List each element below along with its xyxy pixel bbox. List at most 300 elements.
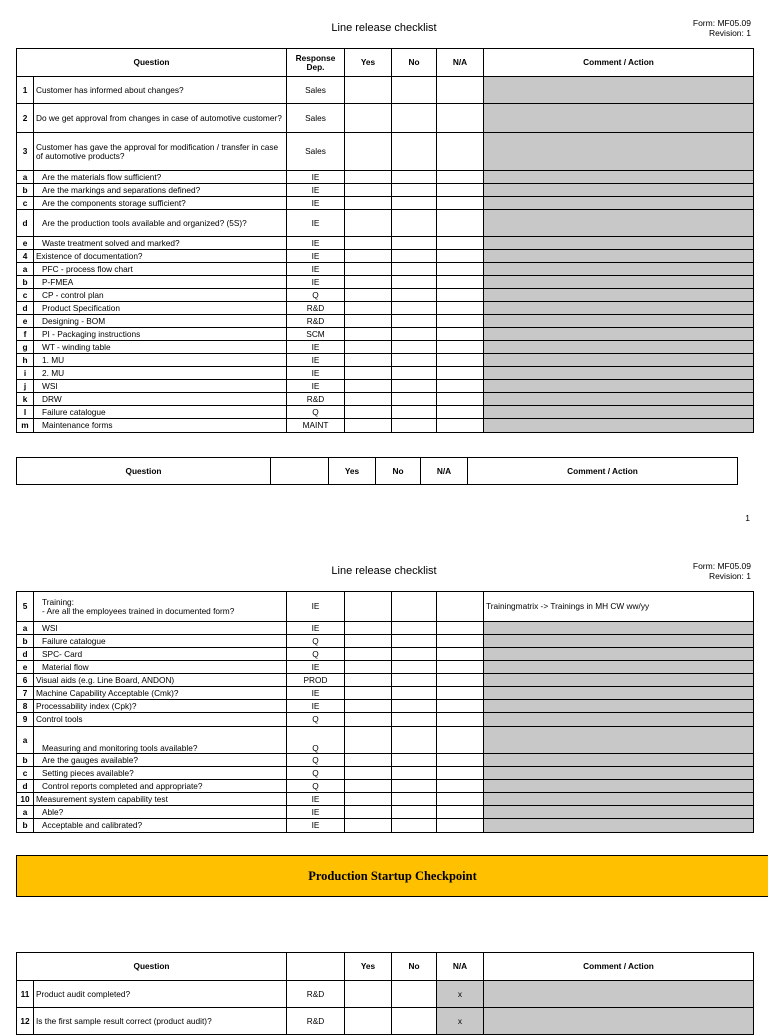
comment-cell[interactable]	[484, 133, 754, 171]
response-dep: R&D	[287, 1008, 345, 1035]
no-cell[interactable]	[392, 1008, 437, 1035]
question-text: Failure catalogue	[34, 635, 287, 648]
no-cell[interactable]	[392, 276, 437, 289]
na-header: N/A	[437, 953, 484, 981]
comment-cell[interactable]	[484, 197, 754, 210]
question-text: Control reports completed and appropriate?	[34, 780, 287, 793]
no-cell[interactable]	[392, 367, 437, 380]
na-cell[interactable]	[437, 727, 484, 754]
table-row	[17, 328, 754, 341]
row-number: 10	[17, 793, 34, 806]
na-cell[interactable]	[437, 263, 484, 276]
na-cell[interactable]	[437, 171, 484, 184]
row-number: e	[17, 661, 34, 674]
yes-cell[interactable]	[345, 767, 392, 780]
table-row	[17, 367, 754, 380]
row-number: l	[17, 406, 34, 419]
yes-cell[interactable]	[345, 289, 392, 302]
no-cell[interactable]	[392, 648, 437, 661]
no-header: No	[376, 458, 421, 485]
response-dep: IE	[287, 367, 345, 380]
yes-cell[interactable]	[345, 780, 392, 793]
na-cell[interactable]	[437, 393, 484, 406]
comment-cell[interactable]	[484, 419, 754, 433]
yes-cell[interactable]	[345, 700, 392, 713]
na-cell[interactable]	[437, 250, 484, 263]
table-row	[17, 727, 754, 754]
table-row	[17, 419, 754, 433]
question-text: Processability index (Cpk)?	[34, 700, 287, 713]
na-cell[interactable]	[437, 328, 484, 341]
yes-cell[interactable]	[345, 184, 392, 197]
response-dep-header	[287, 953, 345, 981]
table-row	[17, 661, 754, 674]
comment-cell[interactable]	[484, 171, 754, 184]
question-text: WSI	[34, 622, 287, 635]
comment-cell[interactable]	[484, 77, 754, 104]
table-row	[17, 687, 754, 700]
response-dep: IE	[287, 210, 345, 237]
na-cell[interactable]	[437, 77, 484, 104]
row-number: d	[17, 210, 34, 237]
comment-cell[interactable]	[484, 700, 754, 713]
yes-cell[interactable]	[345, 674, 392, 687]
row-number: c	[17, 289, 34, 302]
comment-cell[interactable]	[484, 727, 754, 754]
comment-cell[interactable]	[484, 1008, 754, 1035]
na-cell[interactable]	[437, 289, 484, 302]
table-header-row	[17, 49, 754, 77]
na-cell[interactable]	[437, 687, 484, 700]
row-number: 9	[17, 713, 34, 727]
table-row	[17, 133, 754, 171]
yes-cell[interactable]	[345, 328, 392, 341]
comment-cell[interactable]	[484, 328, 754, 341]
comment-header: Comment / Action	[468, 458, 738, 485]
row-number: a	[17, 263, 34, 276]
question-header: Question	[17, 458, 271, 485]
response-dep: IE	[287, 171, 345, 184]
question-text: Machine Capability Acceptable (Cmk)?	[34, 687, 287, 700]
yes-cell[interactable]	[345, 819, 392, 833]
response-dep: IE	[287, 184, 345, 197]
response-dep: IE	[287, 237, 345, 250]
question-text: Do we get approval from changes in case of automotive customer?	[34, 104, 287, 133]
question-text: Waste treatment solved and marked?	[34, 237, 287, 250]
yes-cell[interactable]	[345, 754, 392, 767]
question-text: Are the materials flow sufficient?	[34, 171, 287, 184]
response-dep: MAINT	[287, 419, 345, 433]
table-row	[17, 197, 754, 210]
no-cell[interactable]	[392, 687, 437, 700]
response-dep: R&D	[287, 981, 345, 1008]
na-cell[interactable]	[437, 197, 484, 210]
na-cell[interactable]	[437, 592, 484, 622]
no-cell[interactable]	[392, 315, 437, 328]
na-cell[interactable]	[437, 754, 484, 767]
na-cell[interactable]	[437, 406, 484, 419]
comment-cell[interactable]	[484, 754, 754, 767]
question-text: Visual aids (e.g. Line Board, ANDON)	[34, 674, 287, 687]
yes-cell[interactable]	[345, 210, 392, 237]
na-cell[interactable]	[437, 276, 484, 289]
comment-cell[interactable]	[484, 393, 754, 406]
response-dep: IE	[287, 276, 345, 289]
response-dep: Q	[287, 754, 345, 767]
yes-cell[interactable]	[345, 380, 392, 393]
comment-cell[interactable]	[484, 635, 754, 648]
row-number: 1	[17, 77, 34, 104]
question-text: Product audit completed?	[34, 981, 287, 1008]
yes-header: Yes	[345, 49, 392, 77]
table-row	[17, 393, 754, 406]
no-cell[interactable]	[392, 661, 437, 674]
row-number: 2	[17, 104, 34, 133]
comment-cell[interactable]: Trainingmatrix -> Trainings in MH CW ww/yy	[484, 592, 754, 622]
question-text: Designing - BOM	[34, 315, 287, 328]
response-dep: IE	[287, 197, 345, 210]
na-cell[interactable]	[437, 419, 484, 433]
comment-cell[interactable]	[484, 780, 754, 793]
na-cell[interactable]	[437, 806, 484, 819]
na-cell[interactable]: x	[437, 981, 484, 1008]
response-dep: IE	[287, 592, 345, 622]
yes-cell[interactable]	[345, 302, 392, 315]
question-text: Customer has informed about changes?	[34, 77, 287, 104]
comment-header: Comment / Action	[484, 49, 754, 77]
na-cell[interactable]	[437, 648, 484, 661]
row-number: a	[17, 171, 34, 184]
comment-cell[interactable]	[484, 819, 754, 833]
no-cell[interactable]	[392, 328, 437, 341]
response-dep: IE	[287, 793, 345, 806]
na-cell[interactable]	[437, 104, 484, 133]
comment-cell[interactable]	[484, 354, 754, 367]
no-cell[interactable]	[392, 727, 437, 754]
table-row	[17, 806, 754, 819]
yes-cell[interactable]	[345, 592, 392, 622]
table-row	[17, 635, 754, 648]
response-dep: Sales	[287, 104, 345, 133]
response-dep-header: Response Dep.	[287, 49, 345, 77]
response-dep: Sales	[287, 77, 345, 104]
row-number: d	[17, 648, 34, 661]
row-number: c	[17, 767, 34, 780]
table-row	[17, 767, 754, 780]
question-header: Question	[17, 49, 287, 77]
na-header: N/A	[437, 49, 484, 77]
comment-cell[interactable]	[484, 302, 754, 315]
page-title: Line release checklist	[331, 565, 437, 577]
no-cell[interactable]	[392, 674, 437, 687]
comment-cell[interactable]	[484, 210, 754, 237]
no-cell[interactable]	[392, 263, 437, 276]
comment-cell[interactable]	[484, 289, 754, 302]
response-dep: IE	[287, 341, 345, 354]
revision-number: Revision: 1	[708, 571, 751, 581]
question-text: WSI	[34, 380, 287, 393]
table-row	[17, 184, 754, 197]
table-row	[17, 819, 754, 833]
na-header: N/A	[421, 458, 468, 485]
yes-cell[interactable]	[345, 263, 392, 276]
table-row	[17, 648, 754, 661]
response-dep: IE	[287, 661, 345, 674]
row-number: e	[17, 315, 34, 328]
question-text: WT - winding table	[34, 341, 287, 354]
table-header-row	[17, 953, 754, 981]
production-startup-banner: Production Startup Checkpoint	[16, 855, 768, 897]
comment-cell[interactable]	[484, 406, 754, 419]
question-text: Is the first sample result correct (product audit)?	[34, 1008, 287, 1035]
no-cell[interactable]	[392, 767, 437, 780]
yes-cell[interactable]	[345, 354, 392, 367]
response-dep: Sales	[287, 133, 345, 171]
yes-cell[interactable]	[345, 171, 392, 184]
no-cell[interactable]	[392, 171, 437, 184]
no-cell[interactable]	[392, 806, 437, 819]
table-row	[17, 1008, 754, 1035]
row-number: 11	[17, 981, 34, 1008]
question-text: Acceptable and calibrated?	[34, 819, 287, 833]
question-text: Are the markings and separations defined?	[34, 184, 287, 197]
no-cell[interactable]	[392, 210, 437, 237]
response-dep: Q	[287, 406, 345, 419]
no-cell[interactable]	[392, 713, 437, 727]
comment-cell[interactable]	[484, 767, 754, 780]
yes-cell[interactable]	[345, 406, 392, 419]
row-number: a	[17, 806, 34, 819]
no-cell[interactable]	[392, 793, 437, 806]
na-cell[interactable]	[437, 635, 484, 648]
no-cell[interactable]	[392, 635, 437, 648]
yes-cell[interactable]	[345, 393, 392, 406]
na-cell[interactable]	[437, 354, 484, 367]
na-cell[interactable]	[437, 793, 484, 806]
question-text: P-FMEA	[34, 276, 287, 289]
yes-cell[interactable]	[345, 237, 392, 250]
na-cell[interactable]	[437, 133, 484, 171]
no-cell[interactable]	[392, 289, 437, 302]
na-cell[interactable]	[437, 184, 484, 197]
row-number: c	[17, 197, 34, 210]
yes-cell[interactable]	[345, 727, 392, 754]
no-cell[interactable]	[392, 133, 437, 171]
response-dep: Q	[287, 713, 345, 727]
yes-cell[interactable]	[345, 197, 392, 210]
page-title: Line release checklist	[331, 22, 437, 34]
question-text: PI - Packaging instructions	[34, 328, 287, 341]
table-row	[17, 263, 754, 276]
question-text: SPC- Card	[34, 648, 287, 661]
question-text: Are the gauges available?	[34, 754, 287, 767]
na-cell[interactable]	[437, 700, 484, 713]
table-row	[17, 793, 754, 806]
yes-cell[interactable]	[345, 713, 392, 727]
na-cell[interactable]	[437, 780, 484, 793]
question-text: Control tools	[34, 713, 287, 727]
table-row	[17, 289, 754, 302]
na-cell[interactable]	[437, 674, 484, 687]
yes-cell[interactable]	[345, 635, 392, 648]
yes-cell[interactable]	[345, 648, 392, 661]
table-row	[17, 77, 754, 104]
question-text: DRW	[34, 393, 287, 406]
yes-cell[interactable]	[345, 419, 392, 433]
yes-cell[interactable]	[345, 133, 392, 171]
response-dep: Q	[287, 767, 345, 780]
table-row	[17, 380, 754, 393]
response-dep-header	[271, 458, 329, 485]
response-dep: R&D	[287, 302, 345, 315]
yes-cell[interactable]	[345, 315, 392, 328]
response-dep: Q	[287, 635, 345, 648]
na-cell[interactable]	[437, 367, 484, 380]
no-cell[interactable]	[392, 250, 437, 263]
na-cell[interactable]	[437, 341, 484, 354]
question-text: Existence of documentation?	[34, 250, 287, 263]
table-row	[17, 104, 754, 133]
response-dep: IE	[287, 700, 345, 713]
yes-cell[interactable]	[345, 661, 392, 674]
question-text: Able?	[34, 806, 287, 819]
comment-cell[interactable]	[484, 648, 754, 661]
row-number: k	[17, 393, 34, 406]
checklist-table-1	[16, 48, 754, 433]
yes-cell[interactable]	[345, 367, 392, 380]
row-number: a	[17, 727, 34, 754]
no-cell[interactable]	[392, 754, 437, 767]
row-number: d	[17, 302, 34, 315]
response-dep: Q	[287, 289, 345, 302]
question-text: 2. MU	[34, 367, 287, 380]
na-cell[interactable]	[437, 622, 484, 635]
no-cell[interactable]	[392, 341, 437, 354]
row-number: a	[17, 622, 34, 635]
comment-cell[interactable]	[484, 237, 754, 250]
question-text: Setting pieces available?	[34, 767, 287, 780]
comment-cell[interactable]	[484, 104, 754, 133]
comment-cell[interactable]	[484, 250, 754, 263]
response-dep: SCM	[287, 328, 345, 341]
no-cell[interactable]	[392, 380, 437, 393]
comment-cell[interactable]	[484, 622, 754, 635]
yes-cell[interactable]	[345, 77, 392, 104]
yes-cell[interactable]	[345, 104, 392, 133]
na-cell[interactable]	[437, 767, 484, 780]
no-cell[interactable]	[392, 700, 437, 713]
na-cell[interactable]	[437, 315, 484, 328]
question-text: 1. MU	[34, 354, 287, 367]
table-header-row	[17, 458, 738, 485]
comment-cell[interactable]	[484, 380, 754, 393]
comment-cell[interactable]	[484, 367, 754, 380]
no-cell[interactable]	[392, 237, 437, 250]
question-text: Maintenance forms	[34, 419, 287, 433]
comment-cell[interactable]	[484, 263, 754, 276]
row-number: b	[17, 635, 34, 648]
yes-cell[interactable]	[345, 276, 392, 289]
row-number: b	[17, 754, 34, 767]
na-cell[interactable]	[437, 819, 484, 833]
comment-cell[interactable]	[484, 276, 754, 289]
response-dep: R&D	[287, 393, 345, 406]
yes-cell[interactable]	[345, 1008, 392, 1035]
comment-cell[interactable]	[484, 793, 754, 806]
table-row	[17, 981, 754, 1008]
comment-header: Comment / Action	[484, 953, 754, 981]
na-cell[interactable]	[437, 713, 484, 727]
table-row	[17, 315, 754, 328]
yes-cell[interactable]	[345, 687, 392, 700]
no-cell[interactable]	[392, 592, 437, 622]
na-cell[interactable]: x	[437, 1008, 484, 1035]
yes-cell[interactable]	[345, 341, 392, 354]
no-cell[interactable]	[392, 354, 437, 367]
no-cell[interactable]	[392, 819, 437, 833]
comment-cell[interactable]	[484, 341, 754, 354]
comment-cell[interactable]	[484, 981, 754, 1008]
table-row	[17, 754, 754, 767]
row-number: 7	[17, 687, 34, 700]
no-cell[interactable]	[392, 780, 437, 793]
na-cell[interactable]	[437, 237, 484, 250]
yes-cell[interactable]	[345, 981, 392, 1008]
no-cell[interactable]	[392, 622, 437, 635]
comment-cell[interactable]	[484, 806, 754, 819]
row-number: i	[17, 367, 34, 380]
yes-cell[interactable]	[345, 793, 392, 806]
na-cell[interactable]	[437, 380, 484, 393]
na-cell[interactable]	[437, 302, 484, 315]
comment-cell[interactable]	[484, 184, 754, 197]
response-dep: IE	[287, 263, 345, 276]
comment-cell[interactable]	[484, 674, 754, 687]
na-cell[interactable]	[437, 661, 484, 674]
form-info	[693, 561, 751, 581]
table-row	[17, 674, 754, 687]
table-row	[17, 237, 754, 250]
no-cell[interactable]	[392, 302, 437, 315]
no-cell[interactable]	[392, 981, 437, 1008]
no-cell[interactable]	[392, 77, 437, 104]
row-number: h	[17, 354, 34, 367]
table-row	[17, 406, 754, 419]
response-dep: IE	[287, 687, 345, 700]
table-row	[17, 354, 754, 367]
comment-cell[interactable]	[484, 315, 754, 328]
comment-cell[interactable]	[484, 687, 754, 700]
no-cell[interactable]	[392, 419, 437, 433]
yes-cell[interactable]	[345, 250, 392, 263]
comment-cell[interactable]	[484, 713, 754, 727]
page-number: 1	[745, 513, 750, 523]
no-cell[interactable]	[392, 393, 437, 406]
yes-cell[interactable]	[345, 622, 392, 635]
no-cell[interactable]	[392, 197, 437, 210]
no-cell[interactable]	[392, 104, 437, 133]
response-dep: IE	[287, 380, 345, 393]
no-cell[interactable]	[392, 184, 437, 197]
no-header: No	[392, 953, 437, 981]
yes-cell[interactable]	[345, 806, 392, 819]
no-cell[interactable]	[392, 406, 437, 419]
response-dep: IE	[287, 806, 345, 819]
question-text: Measurement system capability test	[34, 793, 287, 806]
comment-cell[interactable]	[484, 661, 754, 674]
table-row	[17, 250, 754, 263]
na-cell[interactable]	[437, 210, 484, 237]
